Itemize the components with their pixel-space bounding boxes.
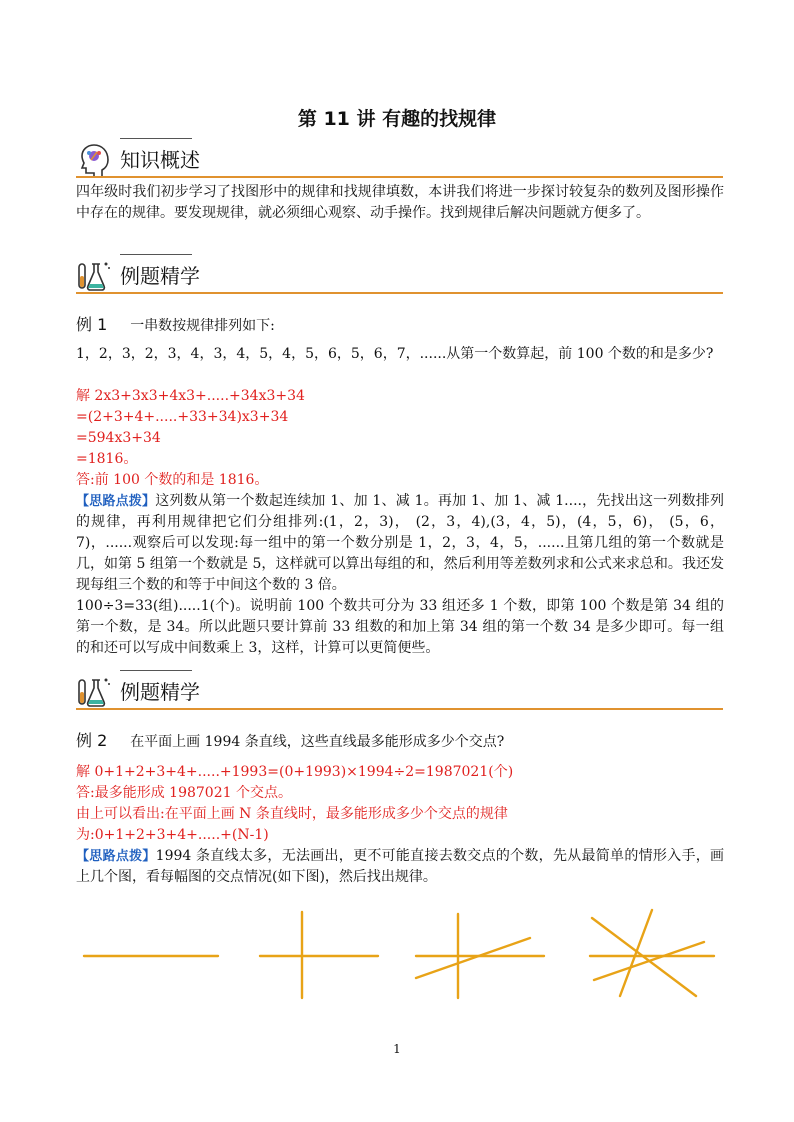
chemistry-flask-icon xyxy=(76,258,112,294)
section-divider xyxy=(76,176,723,178)
example-1-solution-line: =(2+3+4+.....+33+34)x3+34 xyxy=(76,409,289,425)
line-intersection-figures xyxy=(80,906,720,1002)
example-1-answer: 答:前 100 个数的和是 1816。 xyxy=(76,472,269,488)
example-1-intro: 一串数按规律排列如下: xyxy=(130,318,275,334)
tip-tag: 【思路点拨】 xyxy=(76,849,156,864)
figure-3-diagonal-line xyxy=(416,938,530,978)
section-divider xyxy=(76,292,723,294)
header-top-line xyxy=(120,138,192,139)
section-divider xyxy=(76,708,723,710)
page-title: 第 11 讲 有趣的找规律 xyxy=(297,108,497,130)
section-title: 知识概述 xyxy=(120,148,200,172)
example-1-label: 例 1 xyxy=(76,315,108,334)
example-2-question: 在平面上画 1994 条直线，这些直线最多能形成多少个交点? xyxy=(130,734,505,750)
figure-4-diagonal-up-line xyxy=(594,942,704,980)
head-brain-icon xyxy=(76,142,112,178)
section-title: 例题精学 xyxy=(120,264,200,288)
page-number: 1 xyxy=(393,1042,401,1056)
example-2-question-line xyxy=(76,730,724,753)
example-1-tip-continued: 100÷3=33(组).....1(个)。说明前 100 个数共可分为 33 组还多 1 个数，即第 100 个数是第 34 组的第一个数，是 34。所以此题只要计算前 33 组数的和加上第 34 组的第一个数 34 是多少即可。每一组的和还可以写成中间数乘上 3，这样，计算可以更简便些。 xyxy=(76,598,724,656)
example-1-tip xyxy=(76,491,724,596)
example-2-answer: 答:最多能形成 1987021 个交点。 xyxy=(76,785,292,801)
example-1-solution-line: 解 2x3+3x3+4x3+.....+34x3+34 xyxy=(76,388,305,404)
example-2-formula: 为:0+1+2+3+4+.....+(N-1) xyxy=(76,827,269,843)
tip-tag: 【思路点拨】 xyxy=(76,494,156,509)
figure-4-steep-line xyxy=(620,910,652,996)
tip-text: 这列数从第一个数起连续加 1、加 1、减 1。再加 1、加 1、减 1....，先找出这一列数排列的规律，再利用规律把它们分组排列:(1，2，3)， (2，3，4),(3，4，5)，(4，5，6)， (5，6，7)，......观察后可以发现:每一组中的第一个数分别是 1，2，3，4，5，......且第几组的第一个数就是几，如第 5 组第一个数就是 5，这样就可以算出每组的和，然后利用等差数列求和公式来求总和。我还发现每组三个数的和等于中间这个数的 3 倍。 xyxy=(76,493,724,593)
tip-text: 1994 条直线太多，无法画出，更不可能直接去数交点的个数，先从最简单的情形入手，画上几个图，看每幅图的交点情况(如下图)，然后找出规律。 xyxy=(76,848,724,885)
example-1-question: 1，2，3，2，3，4，3，4，5，4，5，6，5，6，7，......从第一个数算起，前 100 个数的和是多少? xyxy=(76,346,714,362)
example-1-intro-line xyxy=(76,314,724,337)
section-header-example-2 xyxy=(76,670,723,712)
header-top-line xyxy=(120,670,192,671)
section-header-knowledge xyxy=(76,138,723,180)
knowledge-paragraph: 四年级时我们初步学习了找图形中的规律和找规律填数，本讲我们将进一步探讨较复杂的数列及图形操作中存在的规律。要发现规律，就必须细心观察、动手操作。找到规律后解决问题就方便多了。 xyxy=(76,184,724,221)
example-1-solution-line: =594x3+34 xyxy=(76,430,161,446)
example-1-solution-line: =1816。 xyxy=(76,451,138,467)
section-header-example-1 xyxy=(76,254,723,296)
example-2-label: 例 2 xyxy=(76,731,108,750)
chemistry-flask-icon xyxy=(76,674,112,710)
header-top-line xyxy=(120,254,192,255)
section-title: 例题精学 xyxy=(120,680,200,704)
example-2-tip xyxy=(76,846,724,888)
example-2-rule-line: 由上可以看出:在平面上画 N 条直线时，最多能形成多少个交点的规律 xyxy=(76,806,508,822)
example-2-solution-line: 解 0+1+2+3+4+.....+1993=(0+1993)×1994÷2=1987021(个) xyxy=(76,764,514,780)
